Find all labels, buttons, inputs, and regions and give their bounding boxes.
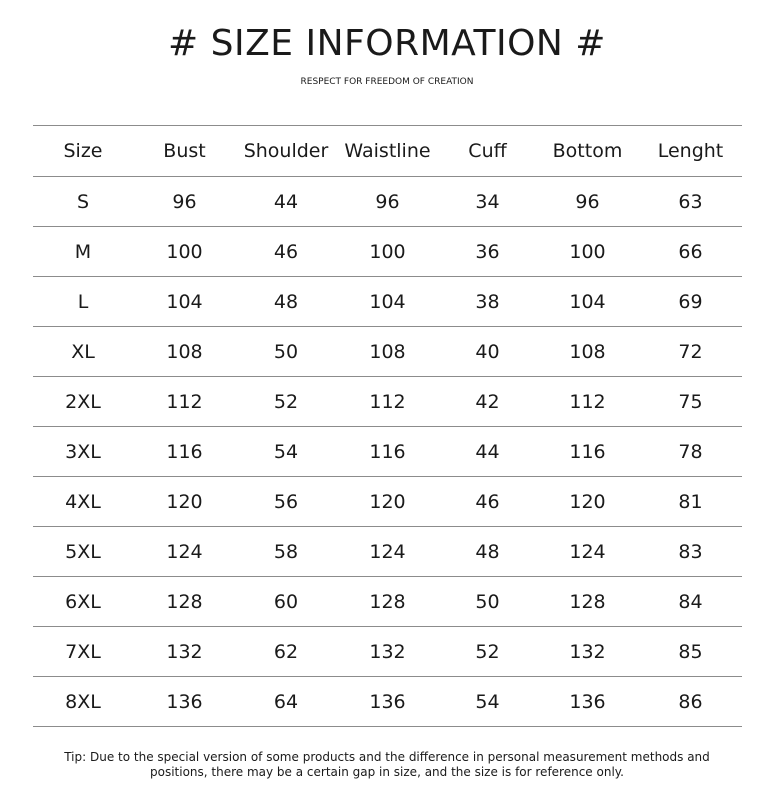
cell-bust: 112 <box>166 390 203 413</box>
cell-shoulder: 56 <box>273 490 299 513</box>
cell-cuff: 50 <box>475 590 500 613</box>
cell-bottom: 136 <box>569 690 606 713</box>
table-row <box>33 577 742 627</box>
size-table <box>33 125 742 727</box>
cell-cuff: 46 <box>475 490 500 513</box>
cell-size: L <box>77 290 89 313</box>
cell-length: 63 <box>678 190 703 213</box>
cell-cuff: 52 <box>475 640 500 663</box>
cell-shoulder: 46 <box>273 240 299 263</box>
cell-cuff: 36 <box>475 240 500 263</box>
cell-shoulder: 60 <box>273 590 299 613</box>
header-length: Lenght <box>657 140 724 162</box>
cell-cuff: 54 <box>475 690 500 713</box>
cell-shoulder: 50 <box>273 340 299 363</box>
cell-bottom: 104 <box>569 290 606 313</box>
cell-cuff: 42 <box>475 390 500 413</box>
cell-length: 66 <box>678 240 703 263</box>
cell-bottom: 128 <box>569 590 606 613</box>
cell-waistline: 124 <box>369 540 406 563</box>
cell-size: 7XL <box>65 640 101 663</box>
cell-shoulder: 48 <box>273 290 299 313</box>
cell-bottom: 100 <box>569 240 606 263</box>
cell-cuff: 40 <box>475 340 500 363</box>
cell-cuff: 34 <box>475 190 500 213</box>
cell-shoulder: 64 <box>273 690 299 713</box>
cell-size: 6XL <box>65 590 101 613</box>
table-header-row <box>33 126 742 177</box>
cell-bust: 136 <box>166 690 203 713</box>
cell-size: 5XL <box>65 540 101 563</box>
header-bottom: Bottom <box>552 140 623 162</box>
table-row <box>33 627 742 677</box>
cell-size: XL <box>71 340 95 363</box>
cell-length: 86 <box>678 690 703 713</box>
cell-size: S <box>76 190 90 213</box>
cell-length: 72 <box>678 340 703 363</box>
cell-size: 2XL <box>65 390 101 413</box>
cell-bust: 132 <box>166 640 203 663</box>
cell-size: M <box>74 240 92 263</box>
cell-shoulder: 52 <box>273 390 299 413</box>
cell-bust: 124 <box>166 540 203 563</box>
header-shoulder: Shoulder <box>243 140 329 162</box>
cell-bust: 108 <box>166 340 203 363</box>
cell-size: 4XL <box>65 490 101 513</box>
cell-shoulder: 62 <box>273 640 299 663</box>
cell-bust: 116 <box>166 440 203 463</box>
table-row <box>33 527 742 577</box>
cell-length: 81 <box>678 490 703 513</box>
cell-waistline: 100 <box>369 240 406 263</box>
cell-bottom: 96 <box>575 190 600 213</box>
header-cuff: Cuff <box>468 140 507 162</box>
cell-length: 75 <box>678 390 703 413</box>
cell-waistline: 132 <box>369 640 406 663</box>
cell-bottom: 116 <box>569 440 606 463</box>
cell-waistline: 136 <box>369 690 406 713</box>
cell-length: 83 <box>678 540 703 563</box>
header-bust: Bust <box>163 140 206 162</box>
cell-bust: 96 <box>172 190 197 213</box>
cell-bust: 120 <box>166 490 203 513</box>
cell-length: 69 <box>678 290 703 313</box>
table-row <box>33 377 742 427</box>
cell-shoulder: 44 <box>273 190 299 213</box>
table-row <box>33 327 742 377</box>
table-row <box>33 427 742 477</box>
cell-bottom: 132 <box>569 640 606 663</box>
table-row <box>33 277 742 327</box>
cell-cuff: 38 <box>475 290 500 313</box>
cell-shoulder: 58 <box>273 540 299 563</box>
cell-waistline: 112 <box>369 390 406 413</box>
cell-length: 78 <box>678 440 703 463</box>
cell-bust: 128 <box>166 590 203 613</box>
cell-bust: 100 <box>166 240 203 263</box>
cell-bottom: 120 <box>569 490 606 513</box>
cell-cuff: 48 <box>475 540 500 563</box>
cell-size: 3XL <box>65 440 101 463</box>
cell-waistline: 104 <box>369 290 406 313</box>
cell-length: 85 <box>678 640 703 663</box>
cell-waistline: 128 <box>369 590 406 613</box>
cell-waistline: 108 <box>369 340 406 363</box>
header-size: Size <box>63 140 103 162</box>
cell-waistline: 96 <box>375 190 400 213</box>
reference-tip: Tip: Due to the special version of some products and the difference in personal measurement methods and positions, there may be a certain gap in size, and the size is for reference only. <box>64 750 710 779</box>
cell-waistline: 120 <box>369 490 406 513</box>
cell-size: 8XL <box>65 690 101 713</box>
cell-length: 84 <box>678 590 703 613</box>
cell-shoulder: 54 <box>273 440 299 463</box>
page-subtitle: RESPECT FOR FREEDOM OF CREATION <box>300 77 474 87</box>
table-row <box>33 227 742 277</box>
cell-bottom: 108 <box>569 340 606 363</box>
page-title: # SIZE INFORMATION # <box>168 23 606 64</box>
cell-waistline: 116 <box>369 440 406 463</box>
cell-bottom: 112 <box>569 390 606 413</box>
header-waistline: Waistline <box>344 140 431 162</box>
cell-bottom: 124 <box>569 540 606 563</box>
table-row <box>33 477 742 527</box>
cell-cuff: 44 <box>475 440 500 463</box>
table-row <box>33 177 742 227</box>
cell-bust: 104 <box>166 290 203 313</box>
table-row <box>33 677 742 727</box>
